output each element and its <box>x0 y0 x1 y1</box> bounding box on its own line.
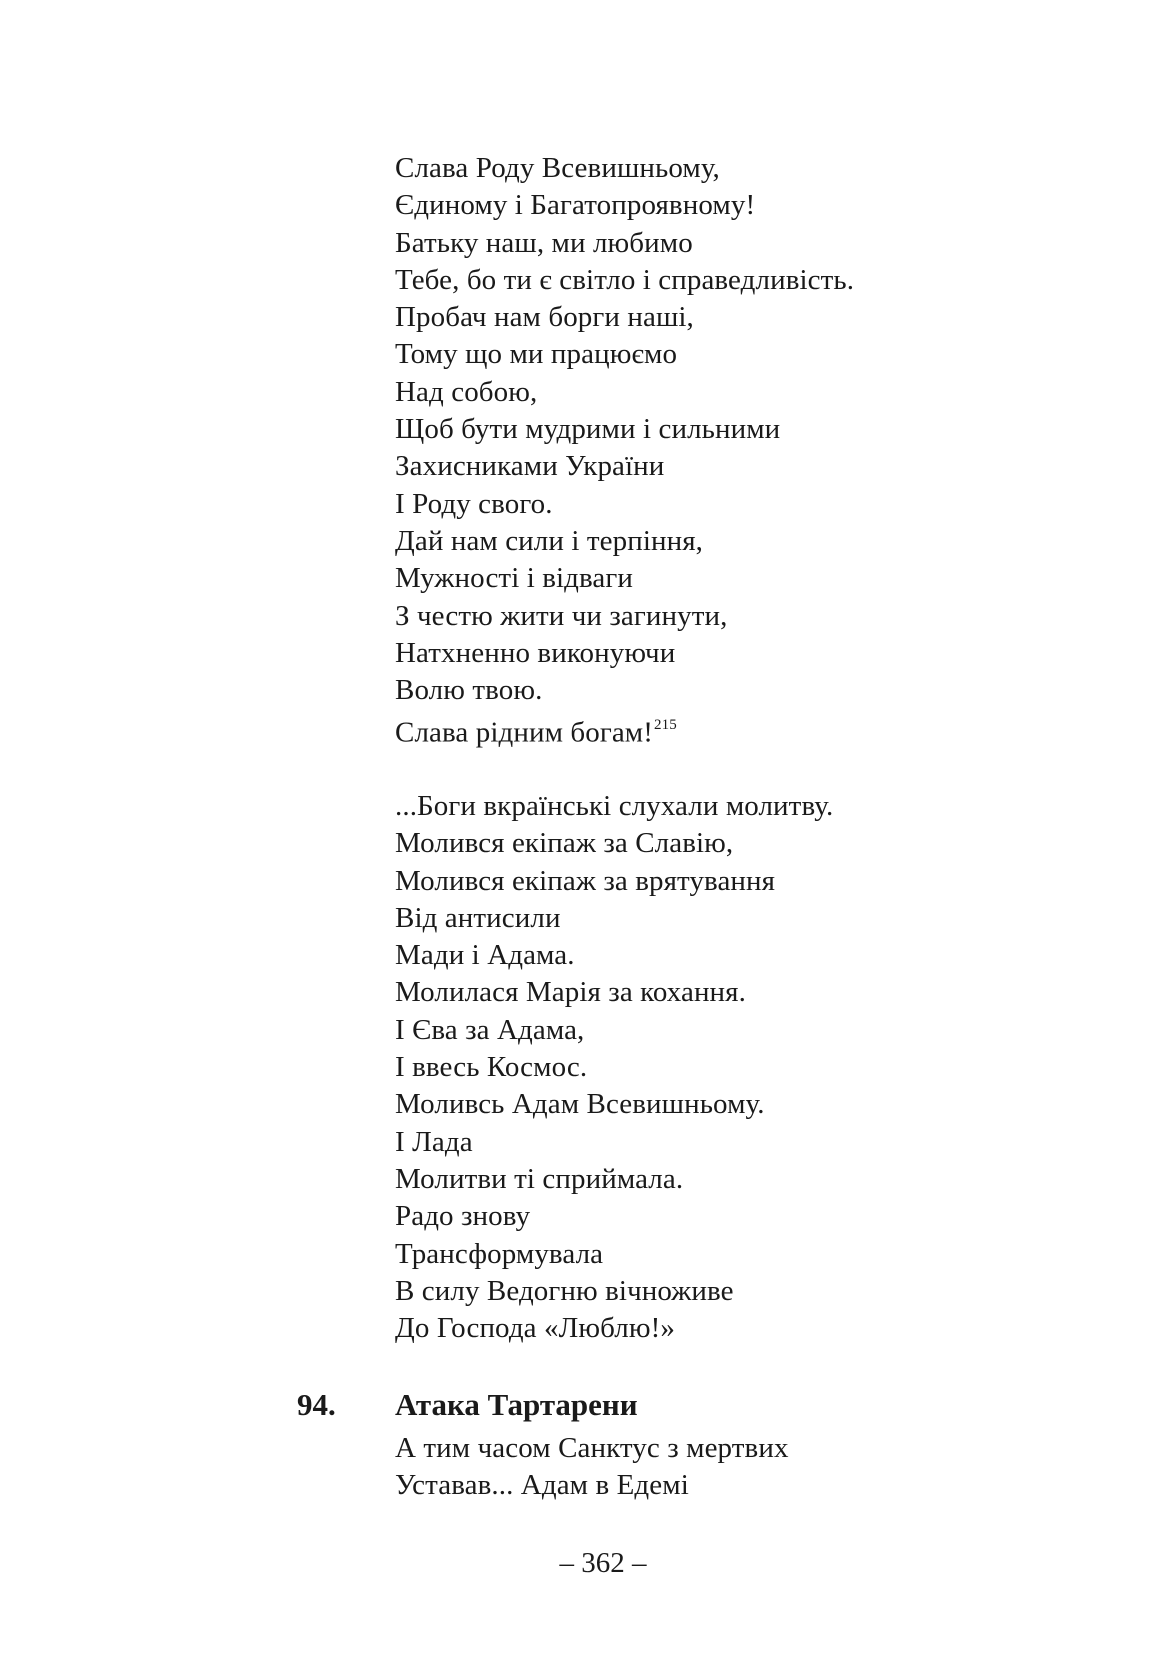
verse-line: З честю жити чи загинути, <box>395 599 728 632</box>
verse-line: Молитви ті сприймала. <box>395 1162 684 1195</box>
verse-line: Молився екіпаж за Славію, <box>395 827 734 860</box>
verse-line: Щоб бути мудрими і сильними <box>395 413 781 446</box>
verse-line: ...Боги вкраїнські слухали молитву. <box>395 790 834 822</box>
stanza-narrative <box>395 788 833 1347</box>
verse-line: Дай нам сили і терпіння, <box>395 524 704 557</box>
verse-line: І Роду свого. <box>395 487 553 520</box>
page-number: – 362 – <box>559 1547 647 1579</box>
verse-line: Тебе, бо ти є світло і справедливість. <box>395 263 855 296</box>
verse-line: Мади і Адама. <box>395 939 575 972</box>
verse-line: А тим часом Санктус з мертвих <box>395 1432 789 1464</box>
verse-line: Тому що ми працюємо <box>395 338 678 371</box>
stanza-chapter-opening <box>395 1430 789 1505</box>
footnote-marker[interactable]: 215 <box>654 717 677 734</box>
verse-line-with-footnote <box>395 709 854 752</box>
verse-line: Слава Роду Всевишньому, <box>395 152 720 184</box>
verse-line: Волю твою. <box>395 674 543 707</box>
verse-line: І Єва за Адама, <box>395 1013 585 1046</box>
chapter-title: Атака Тартарени <box>395 1387 638 1422</box>
verse-line: Радо знову <box>395 1200 531 1233</box>
verse-line: Мужності і відваги <box>395 562 634 595</box>
verse-line: І ввесь Космос. <box>395 1051 588 1084</box>
verse-line: Молився екіпаж за врятування <box>395 864 776 897</box>
verse-line: Захисниками України <box>395 450 665 483</box>
verse-line: І Лада <box>395 1125 473 1158</box>
verse-line: Батьку наш, ми любимо <box>395 226 693 259</box>
stanza-prayer <box>395 150 854 752</box>
verse-line: Уставав... Адам в Едемі <box>395 1469 689 1502</box>
verse-line: Пробач нам борги наші, <box>395 301 694 334</box>
verse-line: Молилася Марія за кохання. <box>395 976 746 1009</box>
verse-line: Моливсь Адам Всевишньому. <box>395 1088 765 1121</box>
verse-line: До Господа «Люблю!» <box>395 1312 675 1345</box>
verse-text: Слава рідним богам! <box>395 717 654 750</box>
verse-line: Натхненно виконуючи <box>395 636 676 669</box>
verse-line: Трансформувала <box>395 1237 604 1270</box>
verse-line: Єдиному і Багатопроявному! <box>395 189 756 222</box>
verse-line: Від антисили <box>395 901 561 934</box>
verse-line: В силу Ведогню вічноживе <box>395 1274 734 1307</box>
verse-line: Над собою, <box>395 375 538 408</box>
chapter-number: 94. <box>297 1387 336 1422</box>
